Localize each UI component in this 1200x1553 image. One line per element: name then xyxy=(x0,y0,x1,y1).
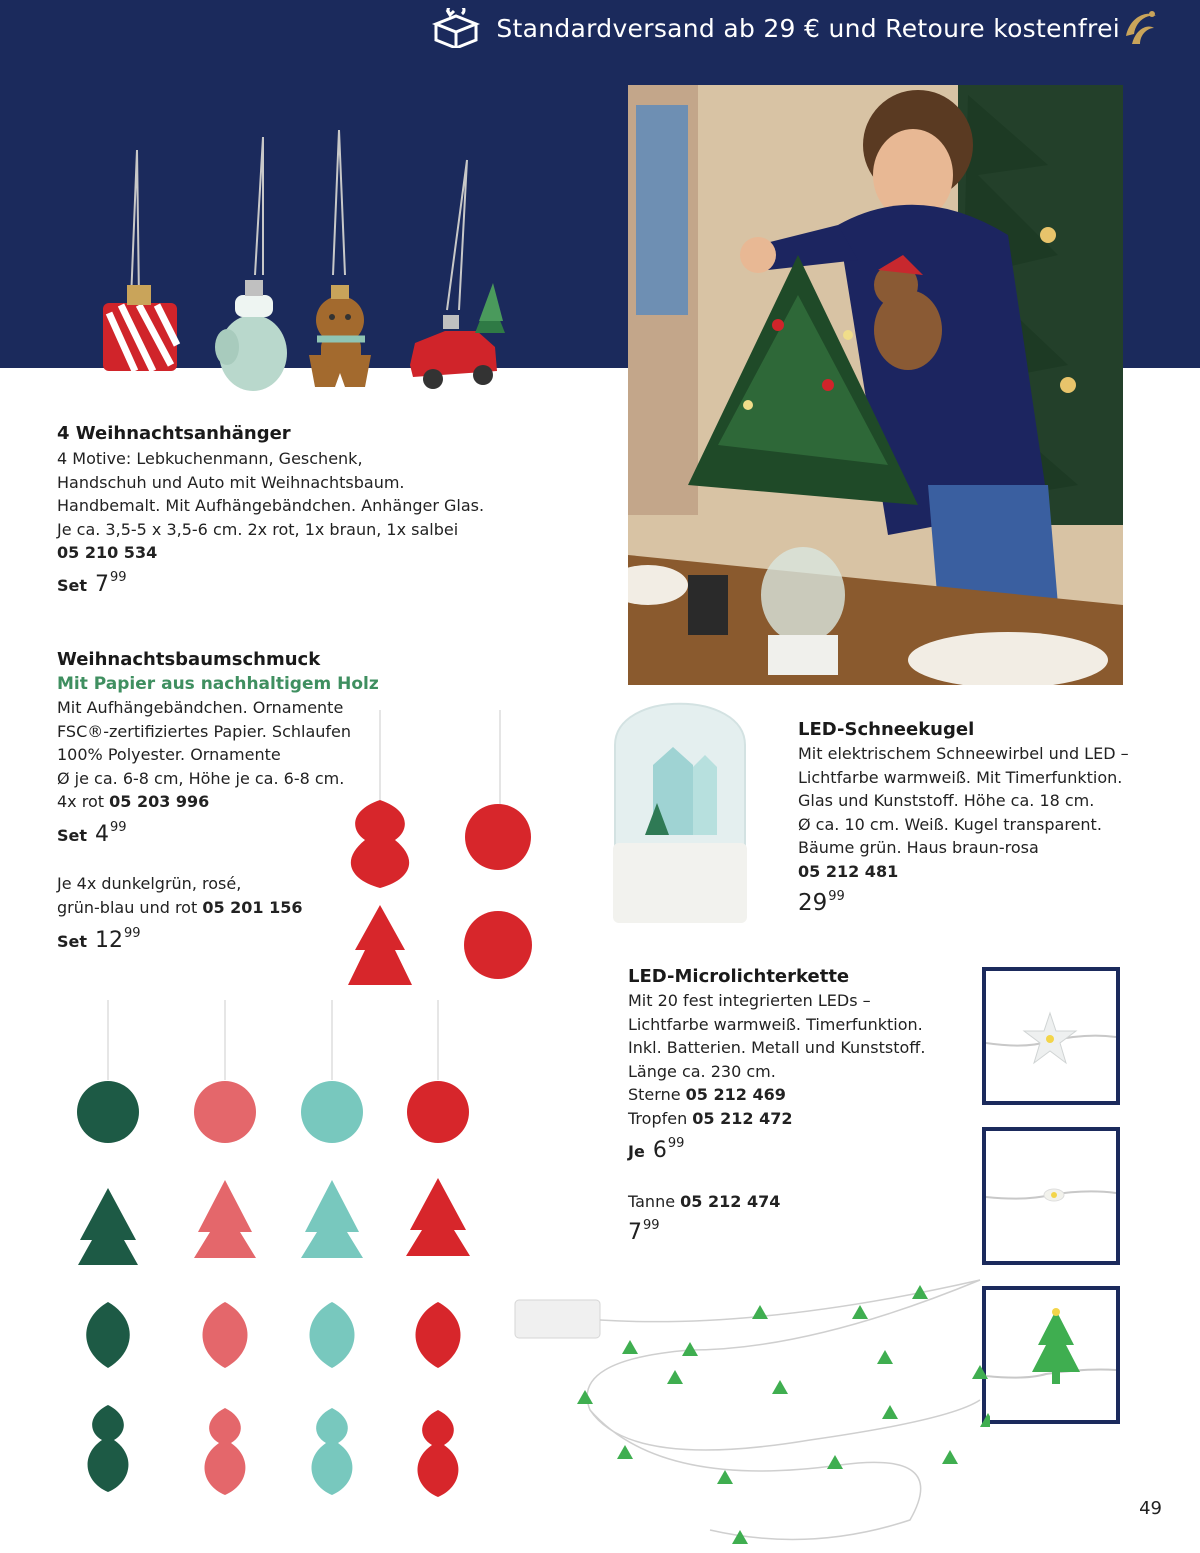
paper-ornaments-grid-image xyxy=(70,1000,480,1520)
description-line: Lichtfarbe warmweiß. Timerfunktion. xyxy=(628,1014,923,1034)
variant-line xyxy=(57,790,351,814)
schneekugel-title: LED-Schneekugel xyxy=(798,719,975,740)
baumschmuck-variant-2 xyxy=(57,872,303,919)
description-line: FSC®-zertifiziertes Papier. Schlaufen xyxy=(57,721,352,741)
shipping-banner xyxy=(430,10,1120,46)
price-cents: 99 xyxy=(124,926,141,941)
light-chain-image xyxy=(510,1270,990,1553)
page-number: 49 xyxy=(1139,1498,1162,1519)
snow-globe-image xyxy=(605,685,755,930)
price-main: 29 xyxy=(798,890,828,916)
thumbnail-drop-lights xyxy=(982,1127,1120,1265)
lichterkette-price-1 xyxy=(628,1138,684,1163)
description-line: Ø je ca. 6-8 cm, Höhe je ca. 6-8 cm. xyxy=(57,768,345,788)
baumschmuck-price-2 xyxy=(57,928,141,953)
price-cents: 99 xyxy=(828,889,845,904)
variant-label: Sterne xyxy=(628,1085,686,1105)
schneekugel-description xyxy=(798,742,1129,884)
baumschmuck-price-1 xyxy=(57,822,127,847)
description-line: Bäume grün. Haus braun-rosa xyxy=(798,838,1039,858)
lichterkette-price-2 xyxy=(628,1220,660,1245)
article-number: 05 201 156 xyxy=(202,897,303,917)
description-line: Je ca. 3,5-5 x 3,5-6 cm. 2x rot, 1x braun, 1x salbei xyxy=(57,519,459,539)
price-unit: Set xyxy=(57,826,88,845)
schneekugel-price xyxy=(798,890,845,916)
description-line: 100% Polyester. Ornamente xyxy=(57,745,281,765)
price-unit: Je xyxy=(628,1142,645,1161)
description-line: Lichtfarbe warmweiß. Mit Timerfunktion. xyxy=(798,767,1123,787)
baumschmuck-title: Weihnachtsbaumschmuck xyxy=(57,649,321,670)
glass-ornaments-image xyxy=(95,125,515,395)
description-line: Glas und Kunststoff. Höhe ca. 18 cm. xyxy=(798,791,1095,811)
price-main: 12 xyxy=(95,928,124,953)
variant-line xyxy=(628,1107,925,1131)
price-main: 4 xyxy=(95,822,110,847)
description-line: Länge ca. 230 cm. xyxy=(628,1061,776,1081)
description-line: Ø ca. 10 cm. Weiß. Kugel transparent. xyxy=(798,814,1102,834)
variant-line xyxy=(628,1083,925,1107)
price-main: 7 xyxy=(95,572,110,597)
price-cents: 99 xyxy=(110,570,127,585)
baumschmuck-description xyxy=(57,696,351,814)
price-unit: Set xyxy=(57,576,88,595)
variant-line: Je 4x dunkelgrün, rosé, xyxy=(57,874,242,893)
price-main: 6 xyxy=(652,1138,667,1163)
article-number: 05 212 481 xyxy=(798,861,899,881)
anhaenger-description xyxy=(57,447,484,565)
variant-label: Tanne xyxy=(628,1192,681,1211)
article-number: 05 212 474 xyxy=(680,1192,781,1211)
anhaenger-title: 4 Weihnachtsanhänger xyxy=(57,423,291,444)
price-main: 7 xyxy=(628,1220,642,1245)
description-line: Mit elektrischem Schneewirbel und LED – xyxy=(798,744,1129,763)
description-line: Handbemalt. Mit Aufhängebändchen. Anhänger Glas. xyxy=(57,496,485,516)
lichterkette-description xyxy=(628,989,925,1131)
anhaenger-price xyxy=(57,572,127,597)
thumbnail-star-lights xyxy=(982,967,1120,1105)
variant-label: 4x rot xyxy=(57,792,110,812)
variant-line xyxy=(57,896,303,920)
brand-logo-icon xyxy=(1118,6,1162,50)
lichterkette-tanne xyxy=(628,1190,780,1214)
variant-label: Tropfen xyxy=(628,1108,693,1128)
price-cents: 99 xyxy=(110,820,127,835)
variant-label: grün-blau und rot xyxy=(57,897,203,917)
lichterkette-title: LED-Microlichterkette xyxy=(628,966,850,987)
thumbnail-tree-lights xyxy=(982,1286,1120,1424)
article-number: 05 210 534 xyxy=(57,543,158,563)
description-line: Mit 20 fest integrierten LEDs – xyxy=(628,991,871,1010)
package-return-icon xyxy=(430,8,482,48)
description-line: 4 Motive: Lebkuchenmann, Geschenk, xyxy=(57,449,363,468)
price-unit: Set xyxy=(57,932,88,951)
description-line: Handschuh und Auto mit Weihnachtsbaum. xyxy=(57,472,405,492)
article-number: 05 212 469 xyxy=(685,1085,786,1105)
price-cents: 99 xyxy=(667,1136,685,1151)
red-paper-ornaments-image xyxy=(330,700,550,1000)
shipping-text: Standardversand ab 29 € und Retoure kostenfrei xyxy=(496,13,1120,43)
description-line: Inkl. Batterien. Metall und Kunststoff. xyxy=(628,1038,926,1058)
baumschmuck-subtitle: Mit Papier aus nachhaltigem Holz xyxy=(57,674,379,694)
article-number: 05 203 996 xyxy=(109,792,210,812)
price-cents: 99 xyxy=(643,1218,660,1233)
article-number: 05 212 472 xyxy=(692,1108,793,1128)
description-line: Mit Aufhängebändchen. Ornamente xyxy=(57,698,344,717)
lifestyle-photo xyxy=(628,85,1123,685)
